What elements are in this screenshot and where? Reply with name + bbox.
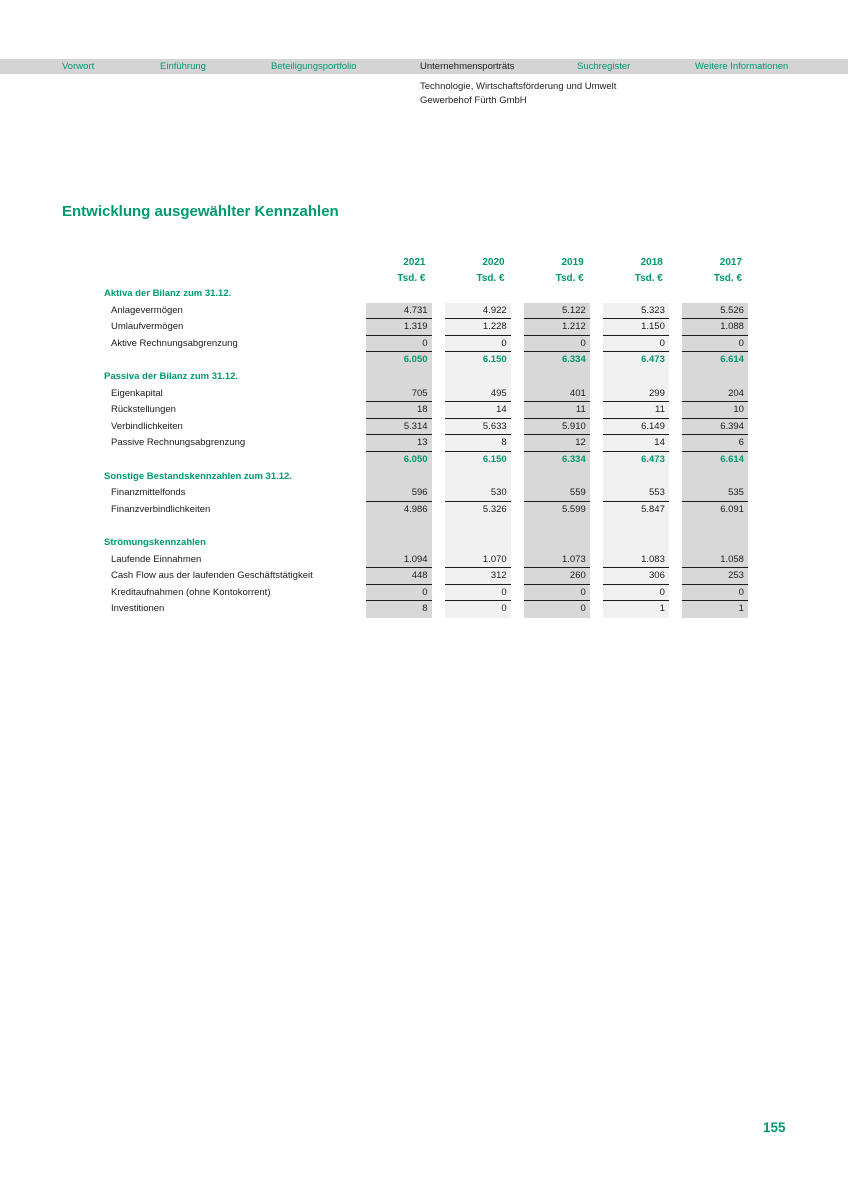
value-cell bbox=[445, 469, 511, 486]
value-cell: 495 bbox=[445, 386, 511, 403]
value-cell: 204 bbox=[682, 386, 748, 403]
row-label: Aktiva der Bilanz zum 31.12. bbox=[104, 288, 232, 299]
value-cell bbox=[366, 469, 432, 486]
value-cell: 5.599 bbox=[524, 502, 590, 519]
value-cell: 1.073 bbox=[524, 552, 590, 569]
section-subheader bbox=[420, 80, 616, 107]
top-nav-bar bbox=[0, 59, 848, 74]
value-cell: 596 bbox=[366, 485, 432, 502]
value-cell: 6.050 bbox=[366, 452, 432, 469]
value-cell: 0 bbox=[524, 336, 590, 353]
page-number: 155 bbox=[763, 1120, 786, 1135]
value-cell bbox=[603, 469, 669, 486]
kennzahlen-table-body bbox=[104, 286, 748, 618]
page-title: Entwicklung ausgewählter Kennzahlen bbox=[62, 203, 339, 220]
column-year-header: 2019 bbox=[561, 257, 584, 268]
table-row bbox=[104, 552, 748, 569]
value-cell bbox=[445, 369, 511, 386]
value-cell: 0 bbox=[445, 336, 511, 353]
header-spacer bbox=[104, 272, 352, 286]
subheader-company: Gewerbehof Fürth GmbH bbox=[420, 94, 527, 106]
column-year-header: 2021 bbox=[403, 257, 426, 268]
column-unit-header: Tsd. € bbox=[397, 273, 426, 284]
value-cell: 0 bbox=[524, 585, 590, 602]
value-cell bbox=[682, 535, 748, 552]
nav-item-unternehmensportraets[interactable]: Unternehmensporträts bbox=[420, 61, 515, 72]
value-cell: 5.633 bbox=[445, 419, 511, 436]
column-unit-header: Tsd. € bbox=[476, 273, 505, 284]
row-label: Finanzmittelfonds bbox=[111, 487, 186, 499]
row-label: Eigenkapital bbox=[111, 387, 163, 399]
value-cell: 8 bbox=[445, 435, 511, 452]
value-cell bbox=[524, 518, 590, 535]
value-cell: 5.326 bbox=[445, 502, 511, 519]
value-cell bbox=[445, 286, 511, 303]
table-year-header-row bbox=[104, 256, 748, 272]
value-cell: 1.150 bbox=[603, 319, 669, 336]
table-row bbox=[104, 601, 748, 618]
value-cell: 0 bbox=[603, 585, 669, 602]
value-cell: 8 bbox=[366, 601, 432, 618]
value-cell: 10 bbox=[682, 402, 748, 419]
value-cell: 0 bbox=[445, 585, 511, 602]
table-row bbox=[104, 303, 748, 320]
value-cell: 6.394 bbox=[682, 419, 748, 436]
header-spacer bbox=[104, 256, 352, 272]
value-cell bbox=[682, 469, 748, 486]
column-year-header: 2018 bbox=[640, 257, 663, 268]
value-cell bbox=[366, 369, 432, 386]
value-cell: 535 bbox=[682, 485, 748, 502]
nav-item-vorwort[interactable]: Vorwort bbox=[62, 61, 95, 72]
value-cell: 6.091 bbox=[682, 502, 748, 519]
table-section-row bbox=[104, 286, 748, 303]
row-label: Strömungskennzahlen bbox=[104, 536, 206, 548]
value-cell bbox=[524, 369, 590, 386]
value-cell: 5.910 bbox=[524, 419, 590, 436]
value-cell bbox=[603, 369, 669, 386]
row-label: Finanzverbindlichkeiten bbox=[111, 503, 211, 515]
nav-item-beteiligungsportfolio[interactable]: Beteiligungsportfolio bbox=[271, 61, 357, 72]
value-cell bbox=[682, 369, 748, 386]
value-cell: 6.150 bbox=[445, 352, 511, 369]
table-unit-header-row bbox=[104, 272, 748, 286]
column-year-header: 2020 bbox=[482, 257, 505, 268]
value-cell: 260 bbox=[524, 568, 590, 585]
value-cell: 299 bbox=[603, 386, 669, 403]
value-cell: 6.614 bbox=[682, 452, 748, 469]
value-cell: 0 bbox=[603, 336, 669, 353]
column-unit-header: Tsd. € bbox=[555, 273, 584, 284]
value-cell: 6.334 bbox=[524, 452, 590, 469]
row-label: Investitionen bbox=[111, 603, 165, 615]
column-year-header: 2017 bbox=[719, 257, 743, 268]
value-cell: 6.473 bbox=[603, 452, 669, 469]
table-row bbox=[104, 485, 748, 502]
value-cell bbox=[366, 518, 432, 535]
value-cell: 306 bbox=[603, 568, 669, 585]
table-row bbox=[104, 435, 748, 452]
value-cell: 1.083 bbox=[603, 552, 669, 569]
value-cell: 4.986 bbox=[366, 502, 432, 519]
value-cell bbox=[524, 535, 590, 552]
value-cell: 1 bbox=[603, 601, 669, 618]
value-cell: 0 bbox=[682, 336, 748, 353]
column-unit-header: Tsd. € bbox=[713, 273, 743, 284]
value-cell: 13 bbox=[366, 435, 432, 452]
value-cell: 0 bbox=[445, 601, 511, 618]
kennzahlen-table bbox=[104, 256, 748, 618]
value-cell: 705 bbox=[366, 386, 432, 403]
value-cell: 6.334 bbox=[524, 352, 590, 369]
value-cell: 0 bbox=[366, 585, 432, 602]
value-cell bbox=[682, 518, 748, 535]
value-cell: 11 bbox=[603, 402, 669, 419]
value-cell: 1.212 bbox=[524, 319, 590, 336]
row-label: Passiva der Bilanz zum 31.12. bbox=[104, 370, 239, 382]
value-cell: 1.070 bbox=[445, 552, 511, 569]
table-row bbox=[104, 402, 748, 419]
row-label: Rückstellungen bbox=[111, 404, 176, 416]
row-label bbox=[104, 452, 352, 469]
value-cell: 1.088 bbox=[682, 319, 748, 336]
row-label: Aktive Rechnungsabgrenzung bbox=[111, 337, 238, 349]
table-row bbox=[104, 336, 748, 353]
value-cell: 14 bbox=[445, 402, 511, 419]
value-cell: 6 bbox=[682, 435, 748, 452]
row-label bbox=[104, 352, 352, 369]
table-total-row bbox=[104, 452, 748, 469]
value-cell bbox=[603, 286, 669, 303]
value-cell: 14 bbox=[603, 435, 669, 452]
value-cell: 1.228 bbox=[445, 319, 511, 336]
row-label: Sonstige Bestandskennzahlen zum 31.12. bbox=[104, 470, 292, 482]
table-section-row bbox=[104, 535, 748, 552]
table-row bbox=[104, 568, 748, 585]
table-section-row bbox=[104, 469, 748, 486]
value-cell bbox=[445, 518, 511, 535]
row-label: Kreditaufnahmen (ohne Kontokorrent) bbox=[111, 586, 271, 598]
nav-item-weitere-informationen[interactable]: Weitere Informationen bbox=[695, 61, 789, 72]
nav-item-suchregister[interactable]: Suchregister bbox=[577, 61, 631, 72]
value-cell: 448 bbox=[366, 568, 432, 585]
table-section-row bbox=[104, 369, 748, 386]
row-label: Anlagevermögen bbox=[111, 304, 183, 316]
table-row bbox=[104, 386, 748, 403]
value-cell bbox=[524, 286, 590, 303]
value-cell bbox=[366, 286, 432, 303]
value-cell: 0 bbox=[524, 601, 590, 618]
value-cell bbox=[682, 286, 748, 303]
value-cell: 5.314 bbox=[366, 419, 432, 436]
value-cell: 1.319 bbox=[366, 319, 432, 336]
value-cell: 530 bbox=[445, 485, 511, 502]
value-cell: 5.526 bbox=[682, 303, 748, 320]
value-cell bbox=[524, 469, 590, 486]
table-blank-row bbox=[104, 518, 748, 535]
value-cell bbox=[366, 535, 432, 552]
value-cell: 401 bbox=[524, 386, 590, 403]
row-label bbox=[104, 518, 352, 535]
value-cell: 1.094 bbox=[366, 552, 432, 569]
nav-item-einfuehrung[interactable]: Einführung bbox=[160, 61, 206, 72]
value-cell: 6.150 bbox=[445, 452, 511, 469]
value-cell: 6.614 bbox=[682, 352, 748, 369]
row-label: Umlaufvermögen bbox=[111, 321, 184, 333]
value-cell: 4.922 bbox=[445, 303, 511, 320]
value-cell: 5.847 bbox=[603, 502, 669, 519]
value-cell: 12 bbox=[524, 435, 590, 452]
table-row bbox=[104, 419, 748, 436]
value-cell: 11 bbox=[524, 402, 590, 419]
value-cell: 312 bbox=[445, 568, 511, 585]
value-cell: 553 bbox=[603, 485, 669, 502]
value-cell bbox=[445, 535, 511, 552]
table-row bbox=[104, 585, 748, 602]
value-cell: 0 bbox=[682, 585, 748, 602]
value-cell: 559 bbox=[524, 485, 590, 502]
value-cell: 1.058 bbox=[682, 552, 748, 569]
value-cell bbox=[603, 518, 669, 535]
column-unit-header: Tsd. € bbox=[634, 273, 663, 284]
value-cell: 5.122 bbox=[524, 303, 590, 320]
row-label: Laufende Einnahmen bbox=[111, 553, 202, 565]
value-cell bbox=[603, 535, 669, 552]
value-cell: 0 bbox=[366, 336, 432, 353]
value-cell: 6.050 bbox=[366, 352, 432, 369]
table-total-row bbox=[104, 352, 748, 369]
row-label: Passive Rechnungsabgrenzung bbox=[111, 437, 246, 449]
row-label: Cash Flow aus der laufenden Geschäftstätigkeit bbox=[111, 570, 313, 582]
value-cell: 5.323 bbox=[603, 303, 669, 320]
table-row bbox=[104, 502, 748, 519]
value-cell: 6.473 bbox=[603, 352, 669, 369]
row-label: Verbindlichkeiten bbox=[111, 420, 183, 432]
subheader-category: Technologie, Wirtschaftsförderung und Umwelt bbox=[420, 81, 617, 92]
value-cell: 4.731 bbox=[366, 303, 432, 320]
table-row bbox=[104, 319, 748, 336]
value-cell: 1 bbox=[682, 601, 748, 618]
value-cell: 253 bbox=[682, 568, 748, 585]
value-cell: 18 bbox=[366, 402, 432, 419]
value-cell: 6.149 bbox=[603, 419, 669, 436]
